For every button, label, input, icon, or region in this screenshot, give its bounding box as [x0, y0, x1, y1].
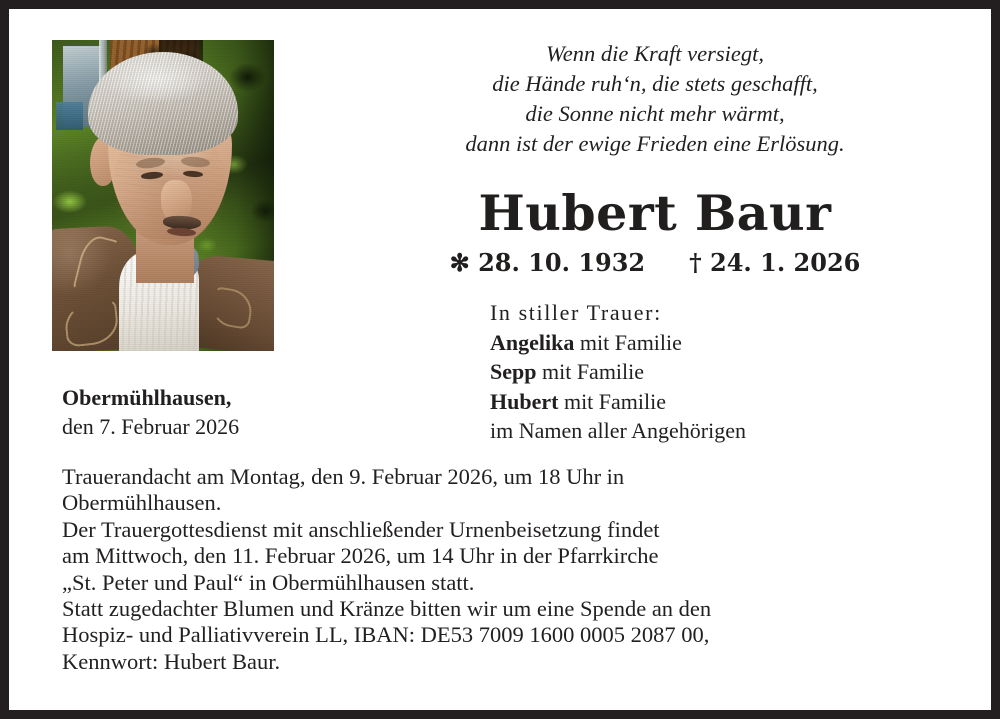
mourner-entry-2: [490, 357, 746, 387]
funeral-details-text: [62, 464, 942, 675]
body-line-7: Hospiz- und Palliativverein LL, IBAN: DE53 7009 1600 0005 2087 00,: [62, 622, 710, 648]
body-line-8: Kennwort: Hubert Baur.: [62, 648, 281, 674]
deceased-portrait-photo: [52, 40, 274, 351]
body-line-1: Trauerandacht am Montag, den 9. Februar 2026, um 18 Uhr in: [62, 464, 625, 489]
mourner-relation-3: mit Familie: [563, 388, 667, 414]
death-date: 24. 1. 2026: [710, 248, 861, 277]
photo-print-grain: [52, 40, 274, 351]
place-city: Obermühlhausen,: [62, 385, 232, 410]
life-dates: [339, 249, 971, 277]
mourner-name-1: Angelika: [490, 329, 575, 355]
notice-sheet: [9, 9, 991, 710]
body-line-2: Obermühlhausen.: [62, 490, 222, 516]
place-date: den 7. Februar 2026: [62, 414, 240, 439]
mourner-relation-2: mit Familie: [541, 359, 645, 384]
birth-symbol-icon: ✻: [449, 248, 470, 277]
mourner-entry-1: [490, 328, 746, 358]
mourners-heading: In stiller Trauer:: [490, 300, 662, 325]
mourners-block: [490, 298, 746, 446]
verse-line-1: Wenn die Kraft versiegt,: [546, 41, 764, 66]
death-cross-icon: †: [689, 248, 702, 277]
verse-line-2: die Hände ruh‘n, die stets geschafft,: [492, 71, 818, 96]
body-line-4: am Mittwoch, den 11. Februar 2026, um 14 Uhr in der Pfarrkirche: [62, 543, 659, 569]
deceased-name: Hubert Baur: [478, 184, 832, 242]
memorial-verse: [339, 39, 971, 159]
body-line-6: Statt zugedachter Blumen und Kränze bitten wir um eine Spende an den: [62, 596, 712, 622]
mourners-closing: im Namen aller Angehörigen: [490, 418, 746, 443]
mourner-name-2: Sepp: [490, 359, 537, 384]
verse-line-4: dann ist der ewige Frieden eine Erlösung.: [465, 131, 845, 156]
body-line-5: „St. Peter und Paul“ in Obermühlhausen statt.: [62, 569, 475, 595]
mourner-entry-3: [490, 387, 746, 417]
mourner-name-3: Hubert: [490, 388, 559, 414]
birth-date: 28. 10. 1932: [478, 248, 646, 277]
place-and-date-block: [62, 383, 239, 441]
verse-line-3: die Sonne nicht mehr wärmt,: [525, 101, 785, 126]
mourner-relation-1: mit Familie: [579, 329, 682, 355]
body-line-3: Der Trauergottesdienst mit anschließender Urnenbeisetzung findet: [62, 516, 660, 542]
